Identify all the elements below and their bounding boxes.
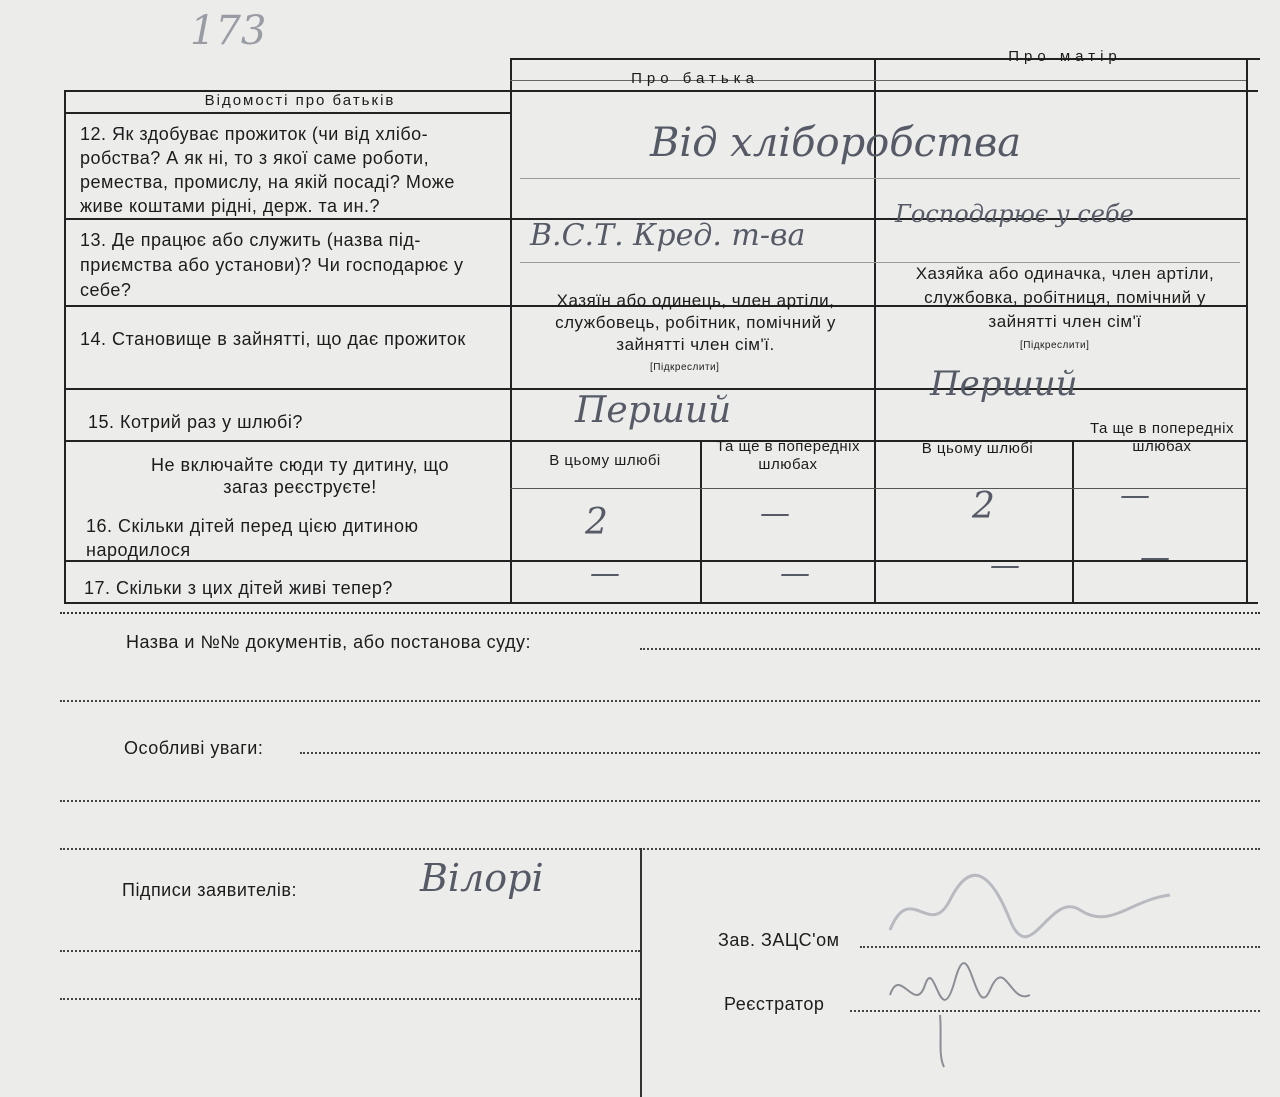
- answer-16-mother-this: 2: [972, 486, 995, 527]
- answer-12: Від хліборобства: [650, 120, 1022, 166]
- exclude-child-note: Не включайте сюди ту дитину, що загаз реєструєте!: [151, 455, 449, 497]
- signatures-label: Підписи заявителів:: [122, 880, 297, 900]
- column-header-father: Про батька: [631, 70, 759, 87]
- answer-17-father-prev: —: [780, 556, 810, 591]
- father-underline-hint: [Підкреслити]: [650, 362, 720, 373]
- zags-head-label: Зав. ЗАЦС'ом: [718, 930, 840, 950]
- answer-13-mother: Господарює у себе: [895, 200, 1134, 228]
- question-16: 16. Скільки дітей перед цією дитиною народилося: [86, 516, 419, 560]
- answer-16-father-prev: —: [760, 496, 790, 531]
- column-header-info: Відомості про батьків: [204, 92, 396, 109]
- answer-16-father-this: 2: [585, 502, 608, 543]
- answer-13-father: В.С.Т. Кред. т-ва: [530, 218, 806, 253]
- mother-this-marriage-header: В цьому шлюбі: [921, 440, 1034, 457]
- question-13: 13. Де працює або служить (назва підприємства або установи)? Чи господарює у себе?: [80, 230, 464, 300]
- column-header-mother: Про матір: [1008, 48, 1122, 65]
- answer-16-mother-prev: —: [1120, 478, 1150, 513]
- mother-occupation-options: Хазяйка або одиначка, член артіли, службовка, робітниця, помічний у зайнятті член сім'ї: [915, 264, 1215, 331]
- question-12: 12. Як здобуває прожиток (чи від хліборобства? А як ні, то з якої саме роботи, ремества, промислу, на якій посаді? Може живе коштами рідні, держ. та ин.?: [80, 124, 455, 216]
- answer-17-mother-this: —: [990, 548, 1020, 583]
- notes-label: Особливі уваги:: [124, 738, 264, 758]
- father-this-marriage-header: В цьому шлюбі: [549, 452, 661, 469]
- answer-17-mother-prev: —: [1140, 540, 1170, 575]
- mother-underline-hint: [Підкреслити]: [1020, 340, 1090, 351]
- mother-prev-marriages-header: Та ще в попередніх шлюбах: [1090, 420, 1234, 455]
- registrar-signature: [880, 955, 1040, 1075]
- answer-17-father-this: —: [590, 556, 620, 591]
- question-17: 17. Скільки з цих дітей живі тепер?: [84, 578, 393, 598]
- question-14: 14. Становище в зайнятті, що дає прожиток: [80, 329, 466, 349]
- applicant-signature: Вілорі: [420, 856, 544, 900]
- documents-label: Назва и №№ документів, або постанова суду:: [126, 632, 532, 652]
- registrar-label: Реєстратор: [724, 994, 825, 1014]
- question-15: 15. Котрий раз у шлюбі?: [88, 412, 303, 432]
- father-occupation-options: Хазяїн або одинець, член артіли, службовець, робітник, помічний у зайнятті член сім'ї.: [555, 291, 836, 354]
- zags-head-signature: [880, 860, 1180, 950]
- page-mark: 173: [190, 8, 267, 54]
- answer-15-mother: Перший: [930, 364, 1078, 404]
- father-prev-marriages-header: Та ще в попередніх шлюбах: [716, 438, 860, 473]
- answer-15-father: Перший: [575, 390, 732, 431]
